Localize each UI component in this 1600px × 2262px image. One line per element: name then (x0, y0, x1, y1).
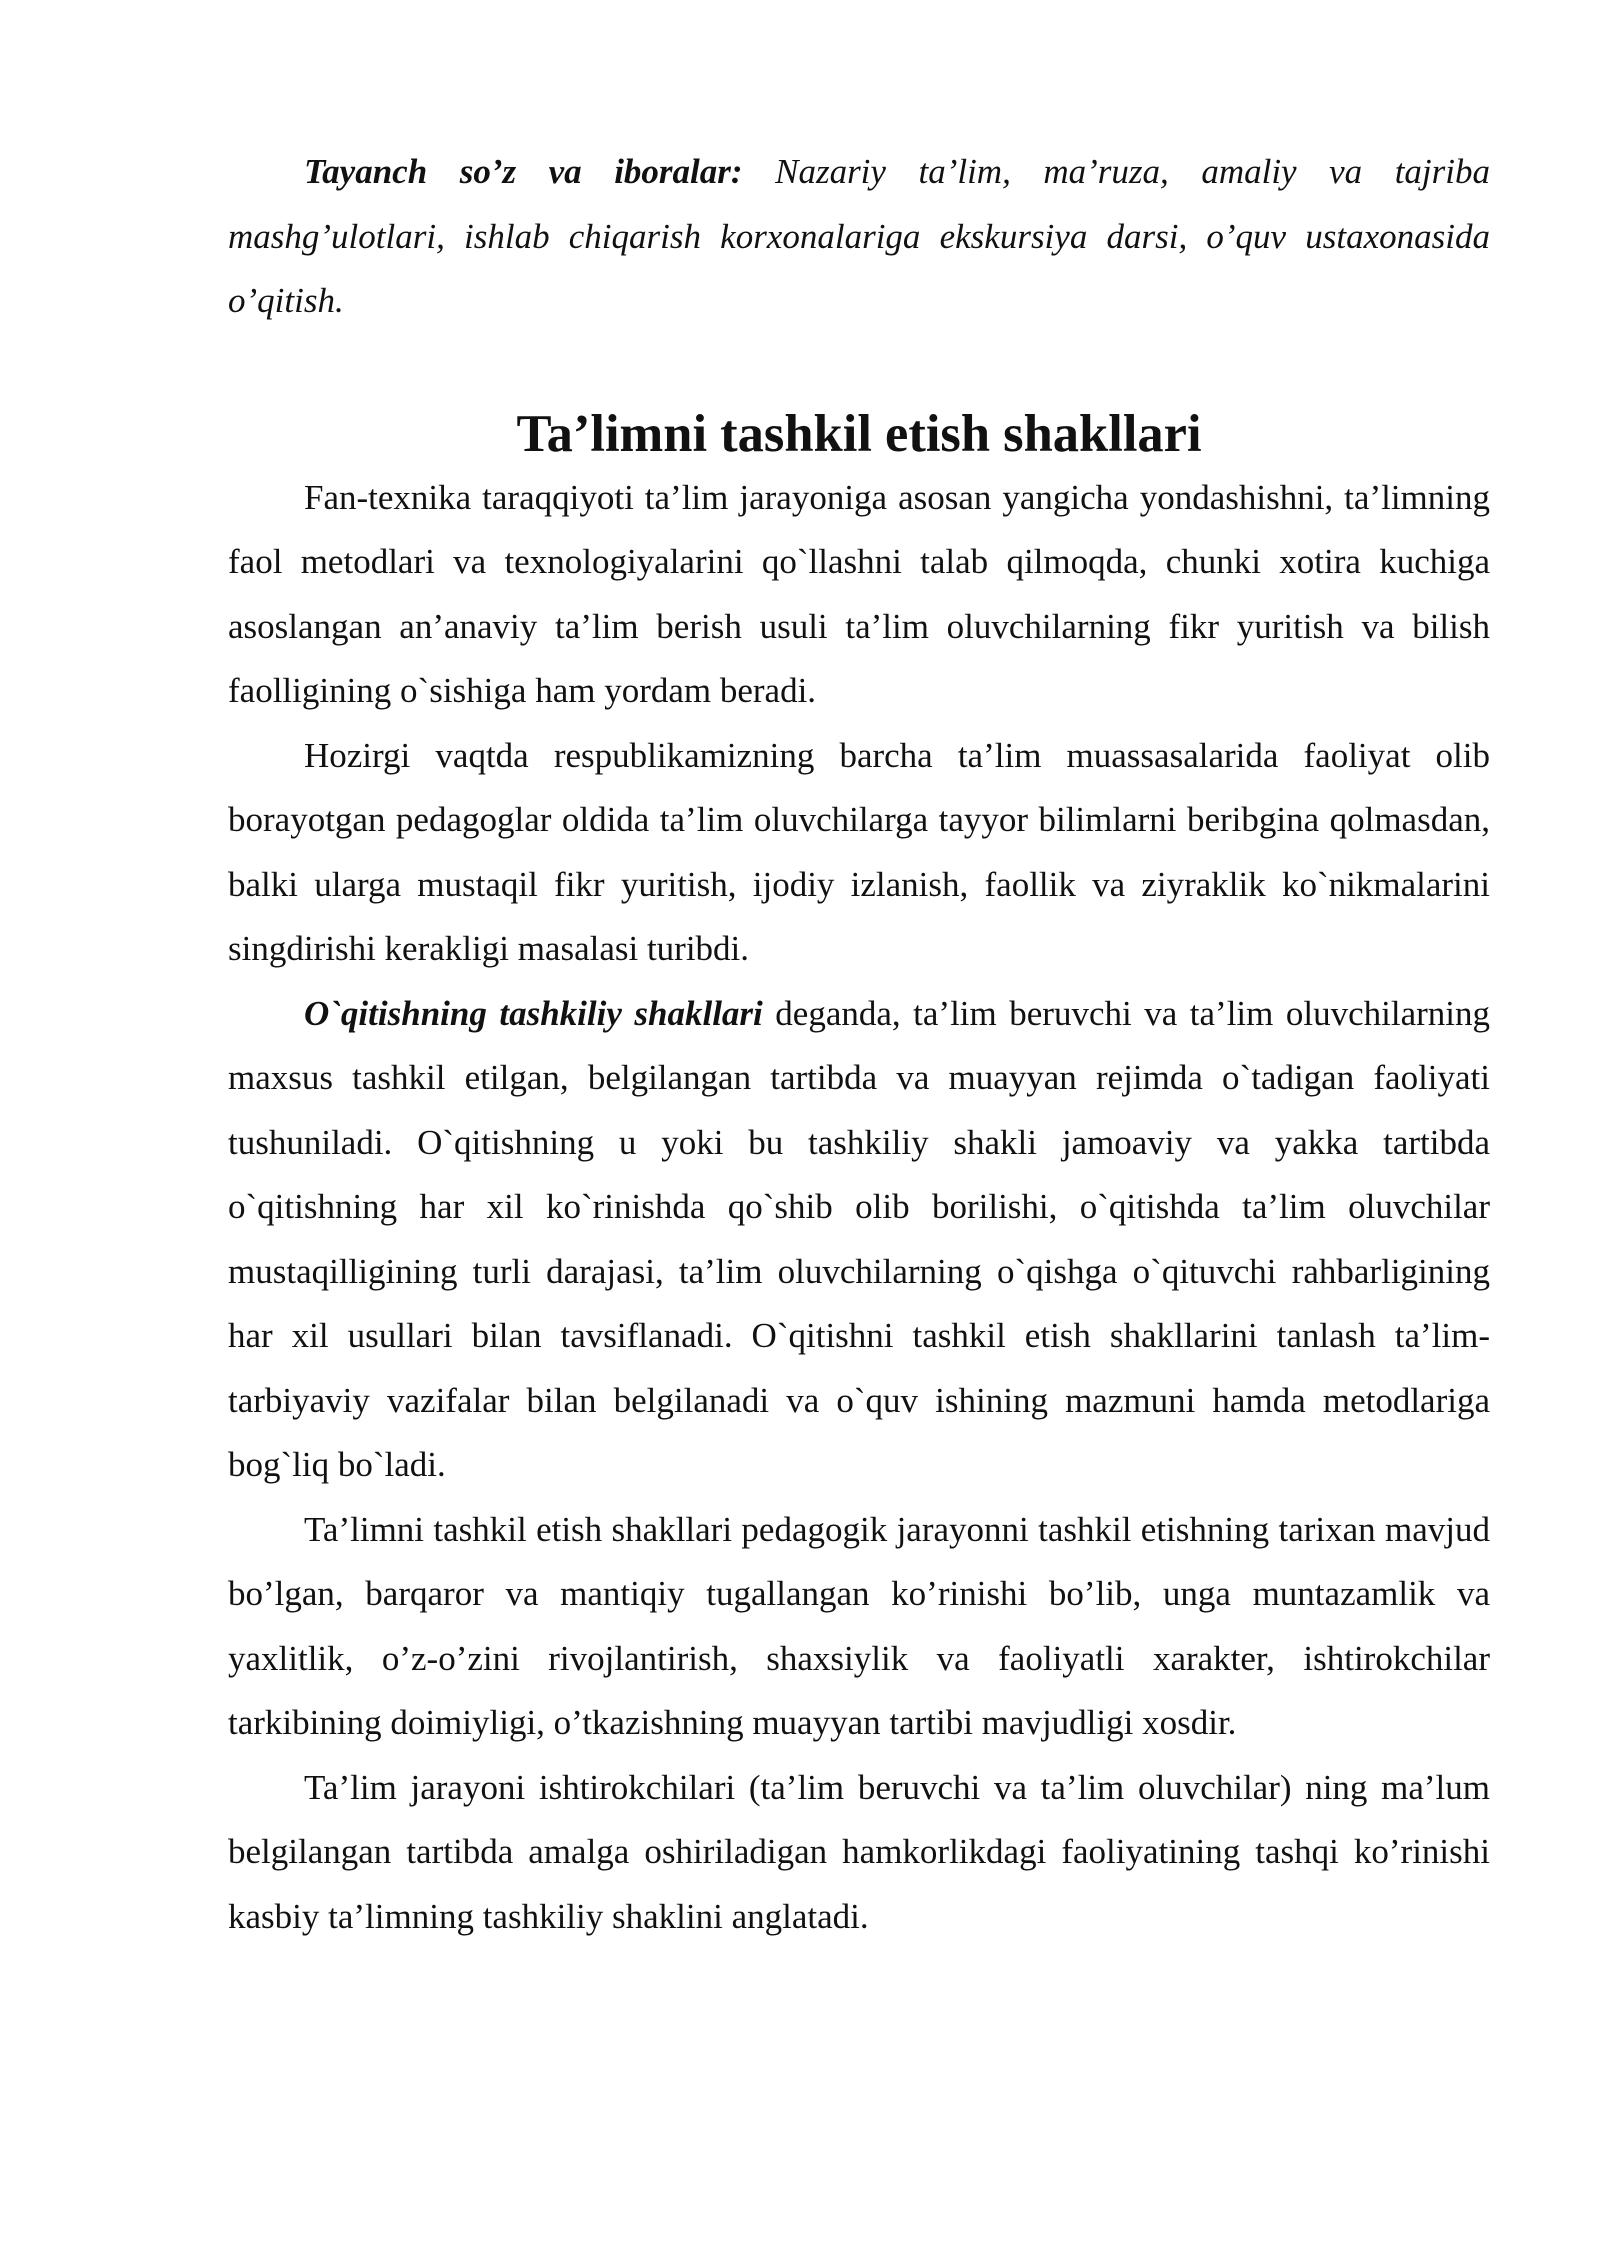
paragraph-2: Hozirgi vaqtda respublikamizning barcha ta’lim muassasalarida faoliyat olib borayotgan pedagoglar oldida ta’lim oluvchilarga tayyor bilimlarni beribgina qolmasdan, balki ularga mustaqil fikr yuritish, ijodiy izlanish, faollik va ziyraklik ko`nikmalarini singdirishi kerakligi masalasi turibdi. (228, 735, 1490, 968)
keywords-paragraph (228, 140, 1490, 334)
keywords-text: Nazariy ta’lim, ma’ruza, amaliy va tajriba mashg’ulotlari, ishlab chiqarish korxonalariga ekskursiya darsi, o’quv ustaxonasida o’qitish. (228, 152, 1490, 320)
term-highlight: O`qitishning tashkiliy shakllari (304, 993, 763, 1033)
keywords-label: Tayanch so’z va iboralar: (304, 152, 743, 191)
paragraph-5: Ta’lim jarayoni ishtirokchilari (ta’lim beruvchi va ta’lim oluvchilar) ning ma’lum belgilangan tartibda amalga oshiriladigan hamkorlikdagi faoliyatining tashqi ko’rinishi kasbiy ta’limning tashkiliy shaklini anglatadi. (228, 1767, 1490, 1936)
document-page (228, 140, 1490, 1949)
paragraph-4: Ta’limni tashkil etish shakllari pedagogik jarayonni tashkil etishning tarixan mavjud bo’lgan, barqaror va mantiqiy tugallangan ko’rinishi bo’lib, unga muntazamlik va yaxlitlik, o’z-o’zini rivojlantirish, shaxsiylik va faoliyatli xarakter, ishtirokchilar tarkibining doimiyligi, o’tkazishning muayyan tartibi mavjudligi xosdir. (228, 1509, 1490, 1742)
section-heading: Ta’limni tashkil etish shakllari (516, 404, 1202, 463)
paragraph-3 (228, 982, 1490, 1498)
paragraph-1: Fan-texnika taraqqiyoti ta’lim jarayoniga asosan yangicha yondashishni, ta’limning faol metodlari va texnologiyalarini qo`llashni talab qilmoqda, chunki xotira kuchiga asoslangan an’anaviy ta’lim berish usuli ta’lim oluvchilarning fikr yuritish va bilish faolligining o`sishiga ham yordam beradi. (228, 477, 1490, 710)
paragraph-3-text: deganda, ta’lim beruvchi va ta’lim oluvchilarning maxsus tashkil etilgan, belgilangan tartibda va muayyan rejimda o`tadigan faoliyati tushuniladi. O`qitishning u yoki bu tashkiliy shakli jamoaviy va yakka tartibda o`qitishning har xil ko`rinishda qo`shib olib borilishi, o`qitishda ta’lim oluvchilar mustaqilligining turli darajasi, ta’lim oluvchilarning o`qishga o`qituvchi rahbarligining har xil usullari bilan tavsiflanadi. O`qitishni tashkil etish shakllarini tanlash ta’lim-tarbiyaviy vazifalar bilan belgilanadi va o`quv ishining mazmuni hamda metodlariga bog`liq bo`ladi. (228, 993, 1490, 1484)
